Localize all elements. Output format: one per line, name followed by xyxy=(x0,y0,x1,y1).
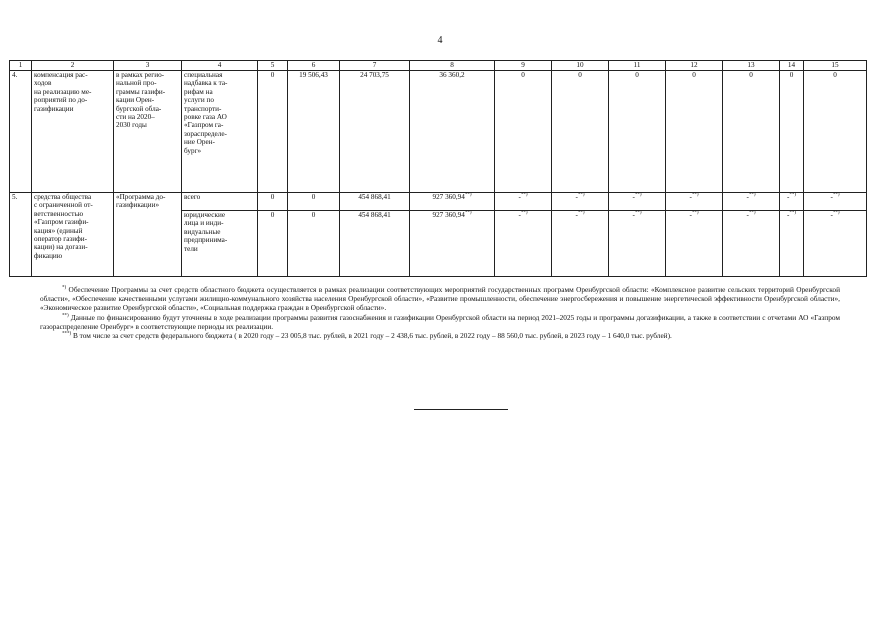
cell-value: - xyxy=(689,211,692,219)
value-cell xyxy=(495,211,552,277)
value-cell xyxy=(552,193,609,211)
cell-line: газификации xyxy=(34,104,74,113)
footnote-mark: ***) xyxy=(62,331,72,337)
cell-value: - xyxy=(830,193,833,201)
program-name xyxy=(114,193,182,277)
column-header: 13 xyxy=(723,61,780,71)
value-cell: 36 360,2 xyxy=(410,71,495,193)
value-cell xyxy=(609,193,666,211)
cell-line: ветственностью xyxy=(34,209,84,218)
cell-line: граммы газифи- xyxy=(116,87,166,96)
value-cell: 24 703,75 xyxy=(340,71,410,193)
cell-line: рифам на xyxy=(184,87,213,96)
cell-line: сти на 2020– xyxy=(116,113,155,122)
footnote xyxy=(40,313,840,331)
footnote-mark: **) xyxy=(634,192,642,198)
value-cell: 19 506,43 xyxy=(288,71,340,193)
column-header: 10 xyxy=(552,61,609,71)
footnote-text: Обеспечение Программы за счет средств областного бюджета осуществляется в рамках реализации соответствующих мероприятий государственных программ Оренбургской области: «Комплексное развитие сельских территорий Оренбургской области», «Обеспечение качественными услугами жилищно-коммунального хозяйства населения Оренбургской области», «Развитие промышленности, обеспечение энергосбережения и повышение энергетической эффективности Оренбургской области», «Экономическое развитие Оренбургской области», «Социальная поддержка граждан в Оренбургской области». xyxy=(40,285,840,313)
footnote-text: В том числе за счет средств федерального бюджета ( в 2020 году – 23 005,8 тыс. рублей, в 2021 году – 2 438,6 тыс. рублей, в 2022 году – 88 560,0 тыс. рублей, в 2023 году – 1 640,0 тыс. рублей). xyxy=(71,331,672,341)
cell-line: с ограниченной от- xyxy=(34,201,93,210)
cell-value: - xyxy=(518,211,521,219)
footnote-mark: **) xyxy=(464,192,472,198)
cell-line: оператор газифи- xyxy=(34,235,87,244)
footnote-mark: **) xyxy=(520,192,528,198)
column-header: 7 xyxy=(340,61,410,71)
footnote-mark: **) xyxy=(789,192,797,198)
column-header: 2 xyxy=(32,61,114,71)
cell-value: 454 868,41 xyxy=(358,193,391,201)
cell-value: 0 xyxy=(270,193,275,201)
cell-line: кации) на догази- xyxy=(34,243,88,252)
cell-value: 0 xyxy=(311,193,316,201)
cell-line: «Газпром газифи- xyxy=(34,218,89,227)
value-cell xyxy=(666,211,723,277)
cell-value: - xyxy=(786,211,790,219)
cell-value: 454 868,41 xyxy=(358,211,391,219)
cell-line: специальная xyxy=(184,71,223,79)
value-cell xyxy=(780,193,804,211)
value-cell xyxy=(723,211,780,277)
value-cell xyxy=(666,193,723,211)
footnote-mark: **) xyxy=(748,210,756,216)
value-cell: 0 xyxy=(609,71,666,193)
cell-line: тели xyxy=(184,244,198,253)
cell-line: юридические xyxy=(184,211,226,219)
row-number: 4. xyxy=(10,71,32,193)
cell-line: фикацию xyxy=(34,251,63,260)
column-header: 3 xyxy=(114,61,182,71)
cell-line: 2030 годы xyxy=(116,121,147,130)
column-header: 8 xyxy=(410,61,495,71)
cell-value: - xyxy=(746,211,749,219)
cell-line: роприятий по до- xyxy=(34,96,88,105)
cell-line: ходов xyxy=(34,79,52,88)
footnote-mark: **) xyxy=(520,210,528,216)
column-header: 9 xyxy=(495,61,552,71)
cell-line: компенсация рас- xyxy=(34,71,88,79)
cell-line: бургской обла- xyxy=(116,104,162,113)
footnote-text: Данные по финансированию будут уточнены в ходе реализации программы развития газоснабжения и газификации Оренбургской области на период 2021–2025 годы и программы догазификации, а также в соответствии с отчетами АО «Газпром газораспределение Оренбург» в соответствующие периоды их реализации. xyxy=(40,312,840,331)
cell-line: ние Орен- xyxy=(184,138,215,147)
value-cell xyxy=(609,211,666,277)
cell-line: бург» xyxy=(184,146,202,155)
table-row xyxy=(10,193,867,211)
cell-line: «Программа до- xyxy=(116,193,166,201)
value-cell xyxy=(288,211,340,277)
value-cell xyxy=(258,193,288,211)
value-cell xyxy=(288,193,340,211)
value-cell xyxy=(804,193,867,211)
cell-line: надбавка к та- xyxy=(184,79,228,88)
row-number: 5. xyxy=(10,193,32,277)
footnotes xyxy=(40,285,840,340)
value-cell xyxy=(780,211,804,277)
cell-line: всего xyxy=(184,193,201,201)
cell-value: - xyxy=(632,193,635,201)
footnote-mark: **) xyxy=(748,192,756,198)
cell-value: 0 xyxy=(311,211,316,219)
separator-line xyxy=(414,409,508,410)
cell-value: - xyxy=(518,193,521,201)
funding-source xyxy=(182,193,258,211)
cell-value: - xyxy=(575,193,578,201)
cell-line: кация» (единый xyxy=(34,226,83,235)
value-cell: 0 xyxy=(723,71,780,193)
cell-line: в рамках регио- xyxy=(116,71,165,79)
column-header: 15 xyxy=(804,61,867,71)
header-row xyxy=(10,61,867,71)
value-cell: 0 xyxy=(666,71,723,193)
footnote-mark: **) xyxy=(691,192,699,198)
value-cell xyxy=(723,193,780,211)
financing-table xyxy=(9,60,867,277)
cell-value: - xyxy=(830,211,833,219)
footnote-mark: **) xyxy=(577,210,585,216)
value-cell xyxy=(340,193,410,211)
cell-line: нальной про- xyxy=(116,79,157,88)
cell-line: «Газпром га- xyxy=(184,121,224,130)
cell-value: - xyxy=(786,193,790,201)
value-cell xyxy=(258,211,288,277)
column-header: 12 xyxy=(666,61,723,71)
value-cell: 0 xyxy=(552,71,609,193)
footnote-mark: **) xyxy=(634,210,642,216)
value-cell: 0 xyxy=(258,71,288,193)
cell-line: услуги по xyxy=(184,96,214,105)
cell-value: 927 360,94 xyxy=(432,211,465,219)
value-cell: 0 xyxy=(495,71,552,193)
column-header: 6 xyxy=(288,61,340,71)
footnote xyxy=(40,331,840,340)
cell-line: видуальные xyxy=(184,227,221,236)
column-header: 14 xyxy=(780,61,804,71)
funding-source xyxy=(182,211,258,277)
cell-value: - xyxy=(575,211,578,219)
footnote-mark: **) xyxy=(62,313,69,319)
column-header: 1 xyxy=(10,61,32,71)
funding-source xyxy=(182,71,258,193)
cell-line: средства общества xyxy=(34,193,92,201)
column-header: 4 xyxy=(182,61,258,71)
column-header: 11 xyxy=(609,61,666,71)
cell-line: на реализацию ме- xyxy=(34,87,92,96)
table-row xyxy=(10,71,867,193)
value-cell: 0 xyxy=(804,71,867,193)
footnote-mark: **) xyxy=(832,210,840,216)
cell-value: 0 xyxy=(270,211,275,219)
footnote xyxy=(40,285,840,313)
measure-name xyxy=(32,71,114,193)
cell-value: - xyxy=(689,193,692,201)
cell-line: лица и инди- xyxy=(184,219,224,228)
measure-name xyxy=(32,193,114,277)
value-cell xyxy=(804,211,867,277)
value-cell xyxy=(410,193,495,211)
value-cell xyxy=(340,211,410,277)
cell-line: ровке газа АО xyxy=(184,113,227,122)
program-name xyxy=(114,71,182,193)
value-cell xyxy=(552,211,609,277)
footnote-mark: **) xyxy=(832,192,840,198)
footnote-mark: *) xyxy=(62,285,67,291)
value-cell xyxy=(495,193,552,211)
cell-line: кации Орен- xyxy=(116,96,155,105)
cell-value: - xyxy=(632,211,635,219)
footnote-mark: **) xyxy=(691,210,699,216)
footnote-mark: **) xyxy=(464,210,472,216)
column-header: 5 xyxy=(258,61,288,71)
value-cell: 0 xyxy=(780,71,804,193)
cell-value: 927 360,94 xyxy=(432,193,465,201)
cell-line: газификации» xyxy=(116,201,160,210)
cell-value: - xyxy=(746,193,749,201)
page-number: 4 xyxy=(437,35,443,46)
value-cell xyxy=(410,211,495,277)
footnote-mark: **) xyxy=(789,210,797,216)
footnote-mark: **) xyxy=(577,192,585,198)
cell-line: предпринима- xyxy=(184,236,228,245)
cell-line: зораспределе- xyxy=(184,129,227,138)
cell-line: транспорти- xyxy=(184,104,222,113)
